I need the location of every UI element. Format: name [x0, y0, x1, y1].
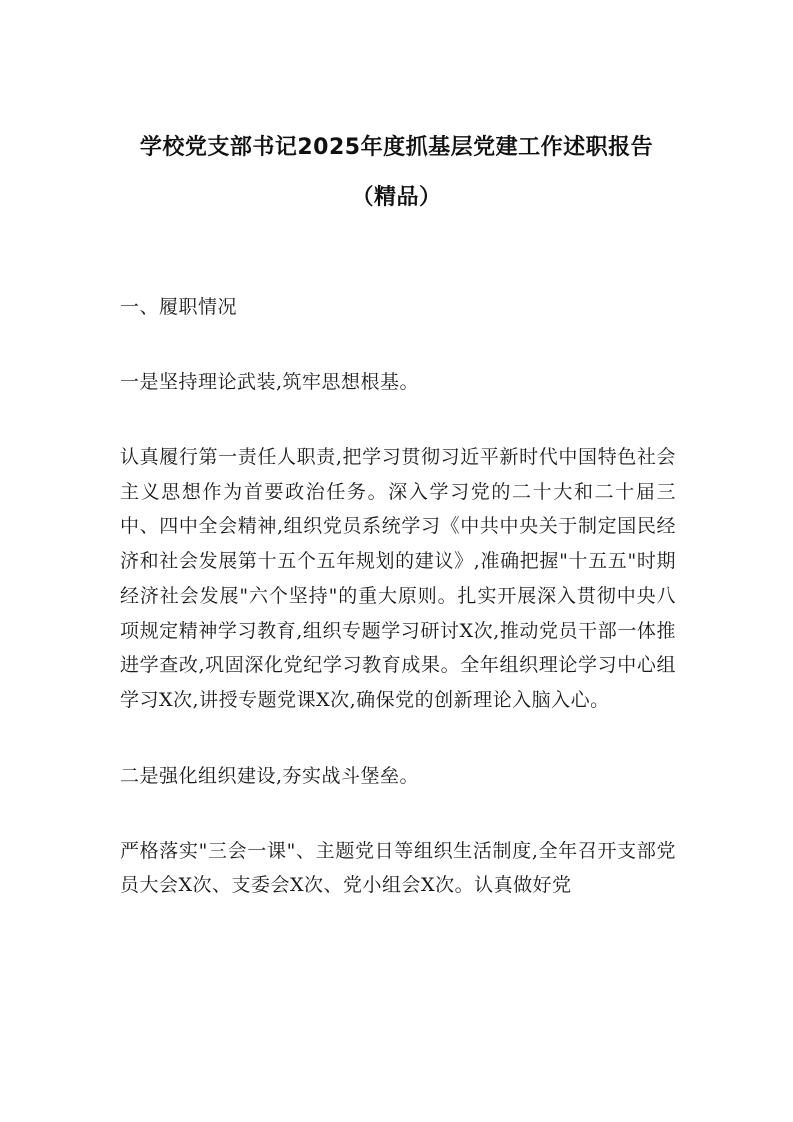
paragraph-one: 认真履行第一责任人职责,把学习贯彻习近平新时代中国特色社会主义思想作为首要政治任务。深入学习党的二十大和二十届三中、四中全会精神,组织党员系统学习《中共中央关于制定国民经济和社会发展第十五个五年规划的建议》,准确把握"十五五"时期经济社会发展"六个坚持"的重大原则。扎实开展深入贯彻中央八项规定精神学习教育,组织专题学习研讨X次,推动党员干部一体推进学查改,巩固深化党纪学习教育成果。全年组织理论学习中心组学习X次,讲授专题党课X次,确保党的创新理论入脑入心。: [120, 446, 676, 711]
document-subtitle: （精品）: [351, 185, 442, 210]
paragraph-two: 严格落实"三会一课"、主题党日等组织生活制度,全年召开支部党员大会X次、支委会X次、党小组会X次。认真做好党: [120, 839, 676, 897]
document-title: 学校党支部书记2025年度抓基层党建工作述职报告: [139, 135, 654, 160]
document-body: [120, 290, 676, 944]
section-heading: 一、履职情况: [120, 296, 238, 318]
point-one-heading: 一是坚持理论武装,筑牢思想根基。: [120, 371, 420, 393]
point-two-heading: 二是强化组织建设,夯实战斗堡垒。: [120, 764, 420, 787]
